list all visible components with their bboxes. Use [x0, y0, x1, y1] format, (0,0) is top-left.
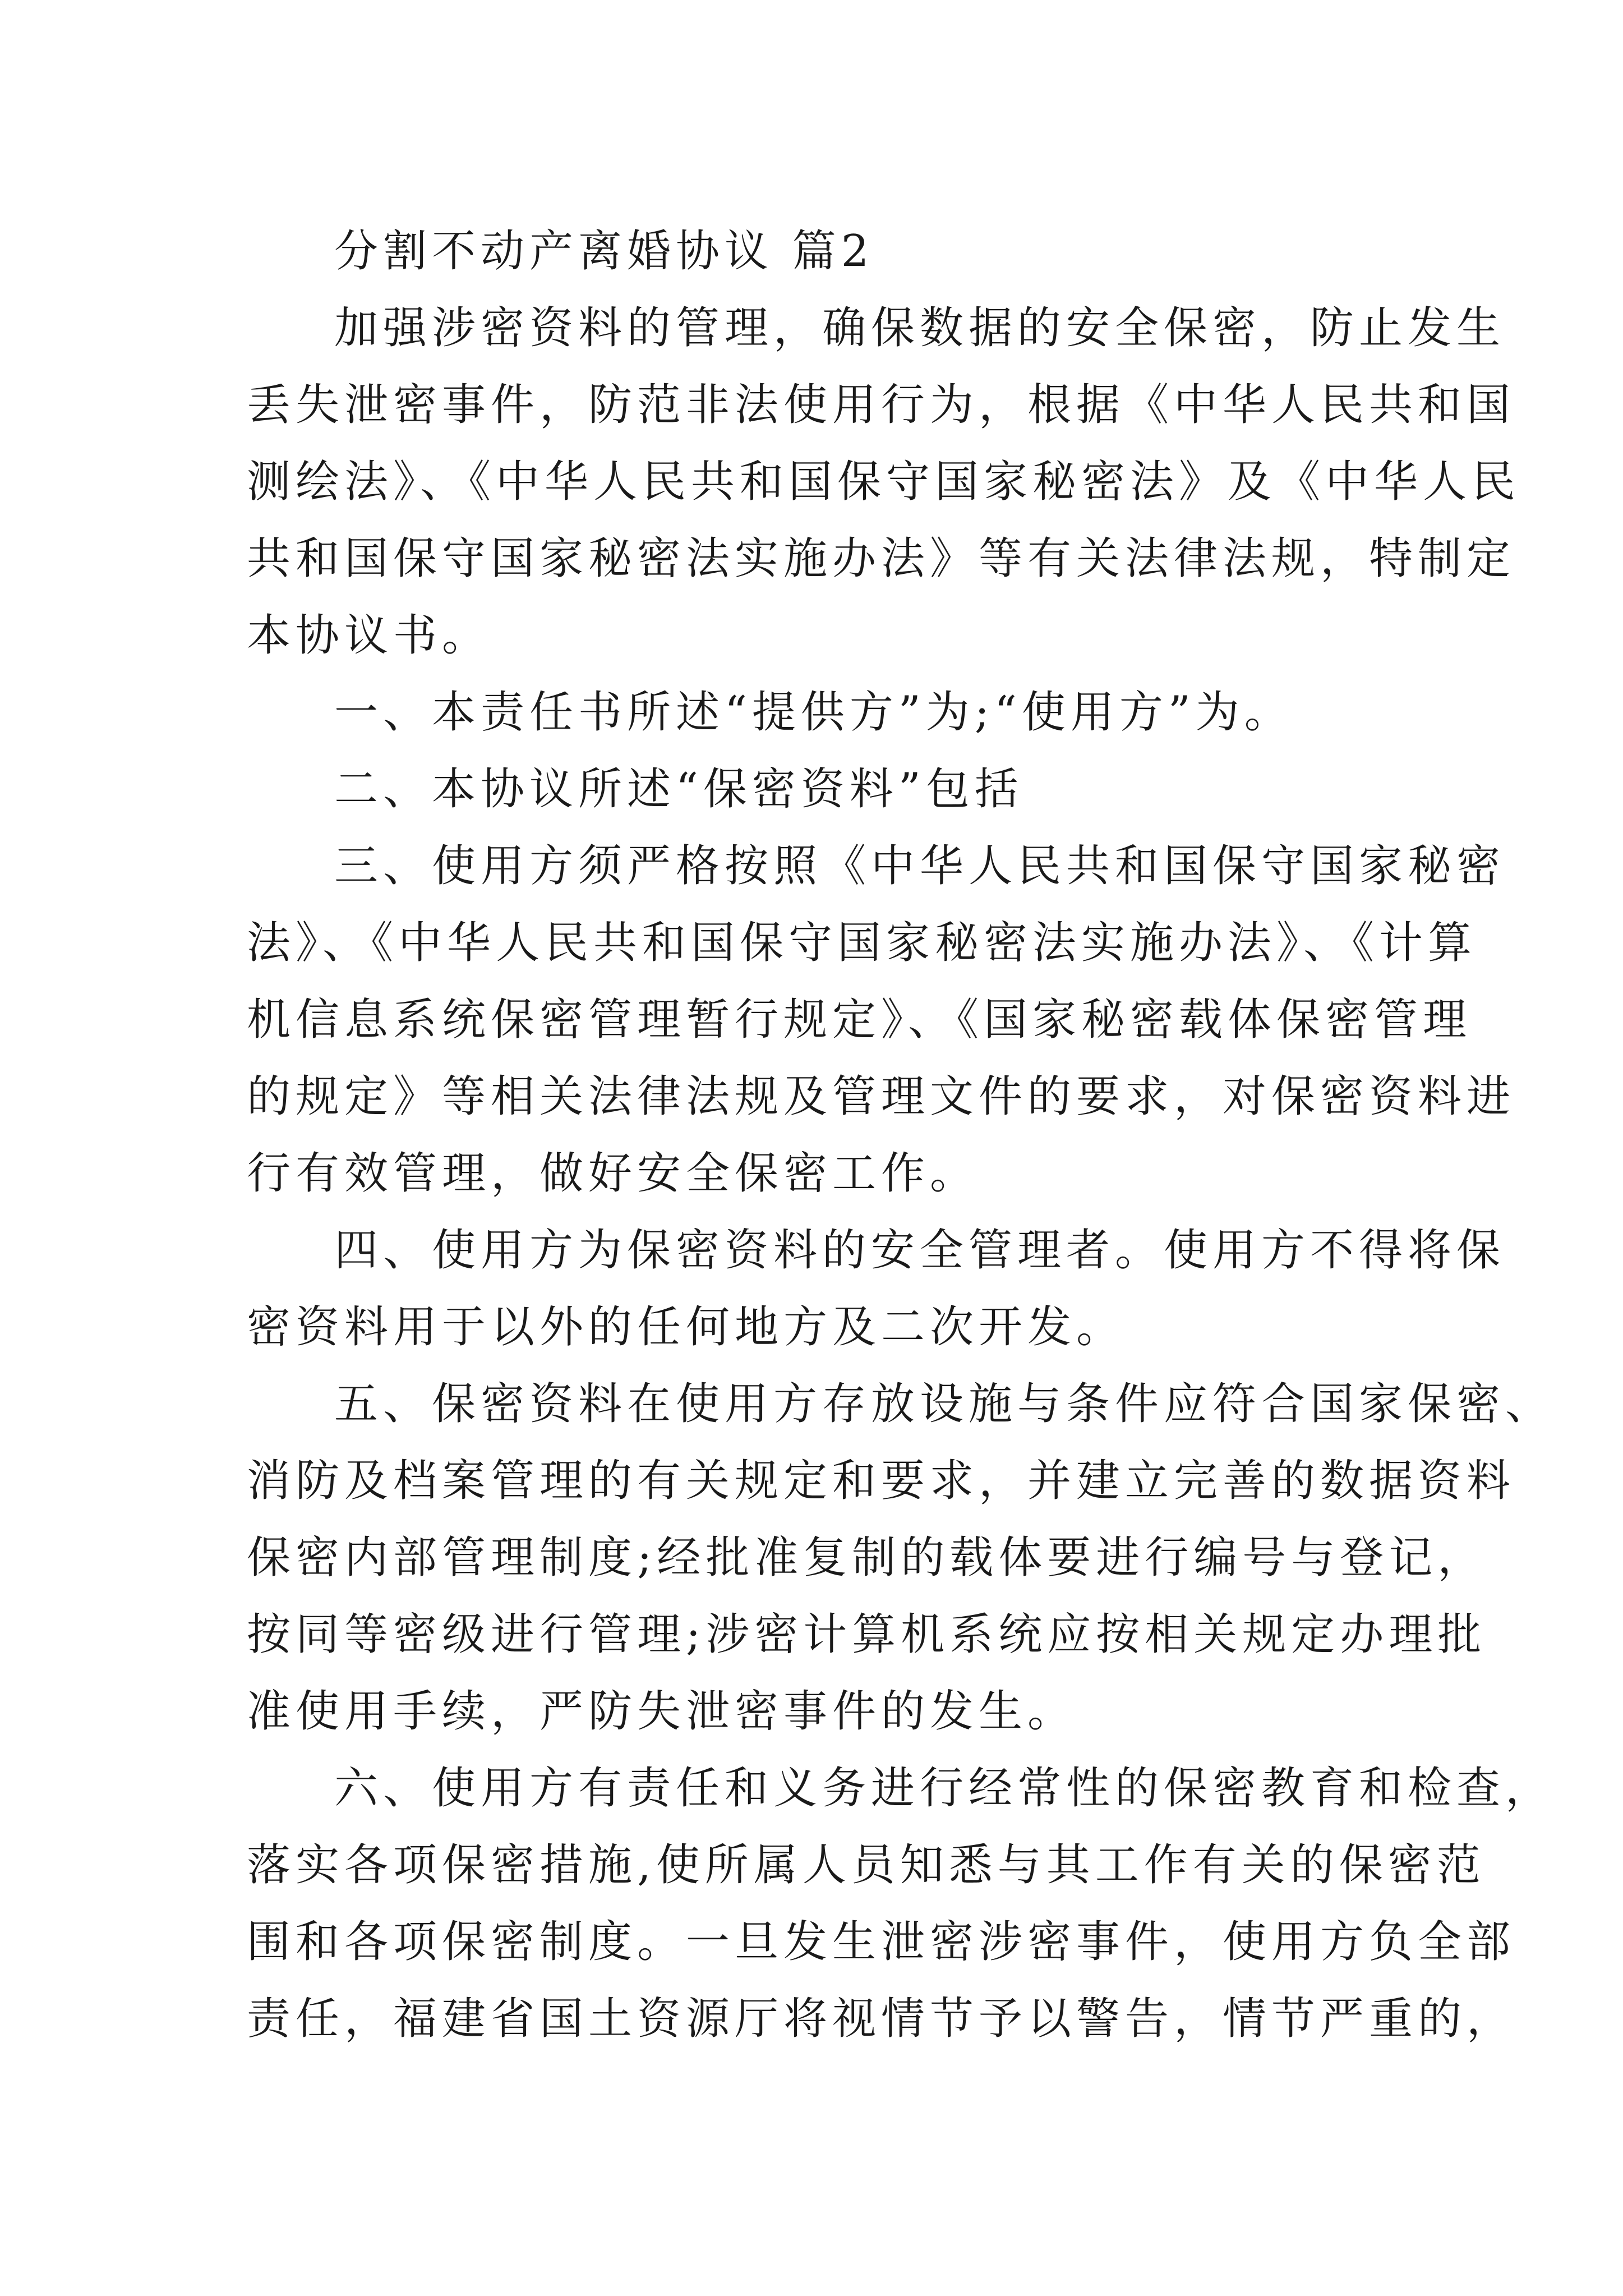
paragraph-line: 准使用手续，严防失泄密事件的发生。 — [247, 1686, 1077, 1737]
paragraph-line: 本协议书。 — [247, 610, 491, 661]
paragraph-line: 保密内部管理制度;经批准复制的载体要进行编号与登记， — [247, 1533, 1487, 1583]
paragraph-line: 共和国保守国家秘密法实施办法》等有关法律法规，特制定 — [247, 533, 1516, 584]
paragraph-intro — [247, 290, 1521, 674]
paragraph-line: 围和各项保密制度。一旦发生泄密涉密事件，使用方负全部 — [247, 1917, 1516, 1967]
paragraph-line: 落实各项保密措施,使所属人员知悉与其工作有关的保密范 — [247, 1840, 1486, 1890]
document-body — [247, 213, 1555, 2058]
paragraph-line: 一、本责任书所述“提供方”为;“使用方”为。 — [334, 687, 1293, 738]
paragraph-clause-5 — [247, 1366, 1555, 1750]
paragraph-clause-3 — [247, 828, 1516, 1212]
paragraph-line: 按同等密级进行管理;涉密计算机系统应按相关规定办理批 — [247, 1609, 1487, 1660]
paragraph-line: 六、使用方有责任和义务进行经常性的保密教育和检查， — [334, 1763, 1555, 1814]
paragraph-line: 四、使用方为保密资料的安全管理者。使用方不得将保 — [334, 1225, 1506, 1276]
paragraph-clause-2 — [247, 751, 1391, 828]
document-title: 分割不动产离婚协议 篇2 — [334, 226, 874, 277]
paragraph-line: 二、本协议所述“保密资料”包括 — [334, 764, 1023, 815]
paragraph-line: 五、保密资料在使用方存放设施与条件应符合国家保密、 — [334, 1379, 1555, 1429]
paragraph-line: 行有效管理，做好安全保密工作。 — [247, 1148, 979, 1199]
paragraph-line: 消防及档案管理的有关规定和要求，并建立完善的数据资料 — [247, 1456, 1516, 1506]
paragraph-line: 丢失泄密事件，防范非法使用行为，根据《中华人民共和国 — [247, 380, 1516, 430]
paragraph-line: 责任，福建省国土资源厅将视情节予以警告，情节严重的， — [247, 1994, 1516, 2044]
paragraph-clause-4 — [247, 1212, 1506, 1366]
paragraph-clause-1 — [247, 674, 1391, 751]
paragraph-line: 密资料用于以外的任何地方及二次开发。 — [247, 1302, 1126, 1352]
paragraph-line: 法》、《中华人民共和国保守国家秘密法实施办法》、《计算 — [247, 918, 1477, 968]
paragraph-line: 测绘法》、《中华人民共和国保守国家秘密法》及《中华人民 — [247, 457, 1521, 507]
paragraph-line: 的规定》等相关法律法规及管理文件的要求，对保密资料进 — [247, 1071, 1516, 1122]
paragraph-line: 加强涉密资料的管理，确保数据的安全保密，防止发生 — [334, 303, 1506, 353]
paragraph-clause-6 — [247, 1750, 1555, 2058]
paragraph-line: 机信息系统保密管理暂行规定》、《国家秘密载体保密管理 — [247, 995, 1472, 1045]
paragraph-line: 三、使用方须严格按照《中华人民共和国保守国家秘密 — [334, 841, 1506, 891]
